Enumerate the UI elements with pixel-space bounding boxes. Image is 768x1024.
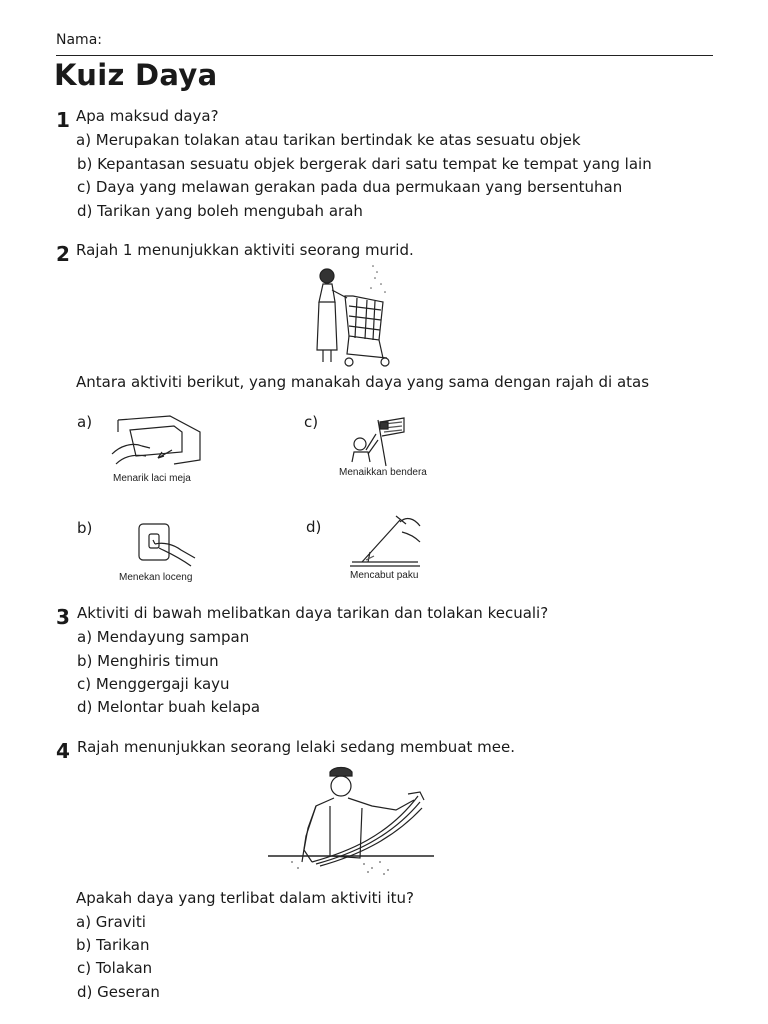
doorbell-press-illustration bbox=[135, 518, 197, 572]
q2-choice-c-letter: c) bbox=[304, 413, 319, 431]
q2-choice-b-caption: Menekan loceng bbox=[119, 572, 193, 583]
q4-option-c: c) Tolakan bbox=[77, 959, 153, 977]
q1-option-c: c) Daya yang melawan gerakan pada dua permukaan yang bersentuhan bbox=[77, 178, 623, 196]
q2-choice-c-caption: Menaikkan bendera bbox=[339, 467, 427, 478]
name-line bbox=[56, 55, 713, 56]
q2-choice-a-caption: Menarik laci meja bbox=[113, 473, 191, 484]
trolley-push-illustration bbox=[305, 262, 397, 372]
question-number-2: 2 bbox=[56, 242, 70, 266]
question-number-1: 1 bbox=[56, 108, 70, 132]
question-4-prompt: Apakah daya yang terlibat dalam aktiviti itu? bbox=[76, 889, 415, 907]
noodle-maker-illustration bbox=[268, 766, 434, 878]
drawer-pull-illustration bbox=[110, 412, 202, 472]
question-number-3: 3 bbox=[56, 605, 70, 629]
q2-choice-b-letter: b) bbox=[77, 519, 93, 537]
question-2-text: Rajah 1 menunjukkan aktiviti seorang murid. bbox=[76, 241, 414, 259]
question-4-text: Rajah menunjukkan seorang lelaki sedang membuat mee. bbox=[77, 738, 515, 756]
name-label: Nama: bbox=[56, 32, 102, 48]
flag-raising-illustration bbox=[340, 414, 425, 466]
q3-option-d: d) Melontar buah kelapa bbox=[77, 698, 261, 716]
q3-option-a: a) Mendayung sampan bbox=[77, 628, 250, 646]
q1-option-d: d) Tarikan yang boleh mengubah arah bbox=[77, 202, 363, 220]
q1-option-a: a) Merupakan tolakan atau tarikan bertindak ke atas sesuatu objek bbox=[76, 131, 581, 149]
question-1-text: Apa maksud daya? bbox=[76, 107, 219, 125]
q4-option-d: d) Geseran bbox=[77, 983, 160, 1001]
q4-option-b: b) Tarikan bbox=[76, 936, 150, 954]
q3-option-c: c) Menggergaji kayu bbox=[77, 675, 230, 693]
q3-option-b: b) Menghiris timun bbox=[77, 652, 219, 670]
q1-option-b: b) Kepantasan sesuatu objek bergerak dari satu tempat ke tempat yang lain bbox=[77, 155, 652, 173]
q2-choice-d-caption: Mencabut paku bbox=[350, 570, 419, 581]
page-title: Kuiz Daya bbox=[54, 58, 218, 92]
q2-choice-d-letter: d) bbox=[306, 518, 322, 536]
q4-option-a: a) Graviti bbox=[76, 913, 146, 931]
question-2-prompt: Antara aktiviti berikut, yang manakah daya yang sama dengan rajah di atas bbox=[76, 373, 650, 391]
nail-pulling-illustration bbox=[348, 512, 422, 570]
question-3-text: Aktiviti di bawah melibatkan daya tarikan dan tolakan kecuali? bbox=[77, 604, 549, 622]
question-number-4: 4 bbox=[56, 739, 70, 763]
q2-choice-a-letter: a) bbox=[77, 413, 93, 431]
